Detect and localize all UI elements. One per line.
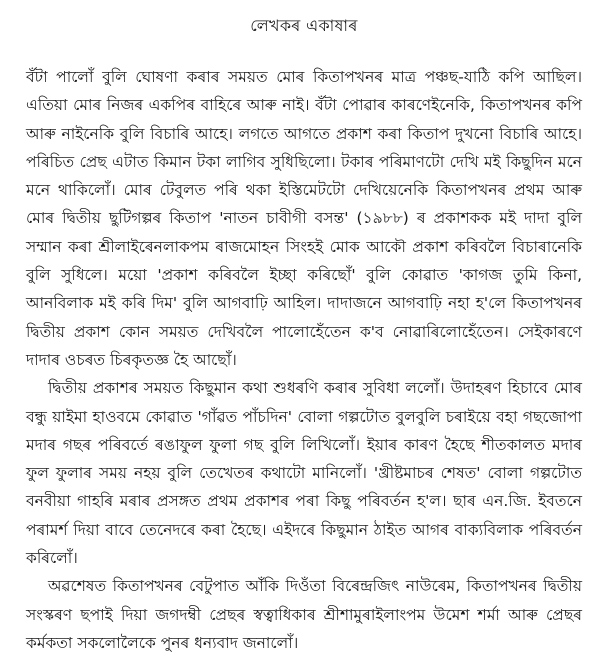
paragraph-2: দ্বিতীয় প্ৰকাশৰ সময়ত কিছুমান কথা শুধৰণি কৰাৰ সুবিধা ললোঁ। উদাহৰণ হিচাবে মোৰ বন্ধু য়াইমা হাওবমে কোৱাত 'গাঁৱত পাঁচদিন' বোলা গল্পটোত বুলবুলি চৰাইয়ে বহা গছজোপা মদাৰ গছৰ পৰিবৰ্তে ৰঙাফুল ফুলা গছ বুলি লিখিলোঁ। ইয়াৰ কাৰণ হৈছে শীতকালত মদাৰ ফুল ফুলাৰ সময় নহয় বুলি তেখেতৰ কথাটো মানিলোঁ। 'খ্ৰীষ্টমাচৰ শেষত' বোলা গল্পটোত বনবীয়া গাহৰি মৰাৰ প্ৰসঙ্গত প্ৰথম প্ৰকাশৰ পৰা কিছু পৰিবৰ্তন হ'ল। ছাৰ এন.জি. ইবতনে পৰামৰ্শ দিয়া বাবে তেনেদৰে কৰা হৈছে। এইদৰে কিছুমান ঠাইত আগৰ বাক্যবিলাক পৰিবৰ্তন কৰিলোঁ। [26, 379, 582, 568]
paragraph-3: অৱশেষত কিতাপখনৰ বেটুপাত আঁকি দিওঁতা বিৰেন্দ্ৰজিৎ নাউৰেম, কিতাপখনৰ দ্বিতীয় সংস্কৰণ ছপাই দিয়া জগদম্বী প্ৰেছৰ স্বত্বাধিকাৰ শ্ৰীশামুৰাইলাংপম উমেশ শৰ্মা আৰু প্ৰেছৰ কৰ্মকতা সকলোলৈকে পুনৰ ধন্যবাদ জনালোঁ। [26, 577, 582, 652]
page-title: লেখকৰ একাষাৰ [250, 16, 358, 35]
paragraph-1: বঁটা পালোঁ বুলি ঘোষণা কৰাৰ সময়ত মোৰ কিতাপখনৰ মাত্ৰ পঞ্চছ-যাঠি কপি আছিল। এতিয়া মোৰ নিজৰ একপিৰ বাহিৰে আৰু নাই। বঁটা পোৱাৰ কাৰণেইনেকি, কিতাপখনৰ কপি আৰু নাইনেকি বুলি বিচাৰি আহে। লগতে আগতে প্ৰকাশ কৰা কিতাপ দুখনো বিচাৰি আহে। পৰিচিত প্ৰেছ এটাত কিমান টকা লাগিব সুধিছিলো। টকাৰ পৰিমাণটো দেখি মই কিছুদিন মনে মনে থাকিলোঁ। মোৰ টেবুলত পৰি থকা ইস্তিমেটটো দেখিয়েনেকি কিতাপখনৰ প্ৰথম আৰু মোৰ দ্বিতীয় ছুটিগল্পৰ কিতাপ 'নাতন চাবীগী বসন্ত' (১৯৮৮) ৰ প্ৰকাশকক মই দাদা বুলি সম্মান কৰা শ্ৰীলাইৰেনলাকপম ৰাজমোহন সিংহই মোক আকৌ প্ৰকাশ কৰিবলৈ বিচাৰানেকি বুলি সুধিলে। ময়ো 'প্ৰকাশ কৰিবলৈ ইচ্ছা কৰিছোঁ' বুলি কোৱাত 'কাগজ তুমি কিনা, আনবিলাক মই কৰি দিম' বুলি আগবাঢ়ি আহিল। দাদাজনে আগবাঢ়ি নহা হ'লে কিতাপখনৰ দ্বিতীয় প্ৰকাশ কোন সময়ত দেখিবলৈ পালোহেঁতেন ক'ব নোৱাৰিলোহেঁতেন। সেইকাৰণে দাদাৰ ওচৰত চিৰকৃতজ্ঞ হৈ আছোঁ। [26, 68, 582, 369]
